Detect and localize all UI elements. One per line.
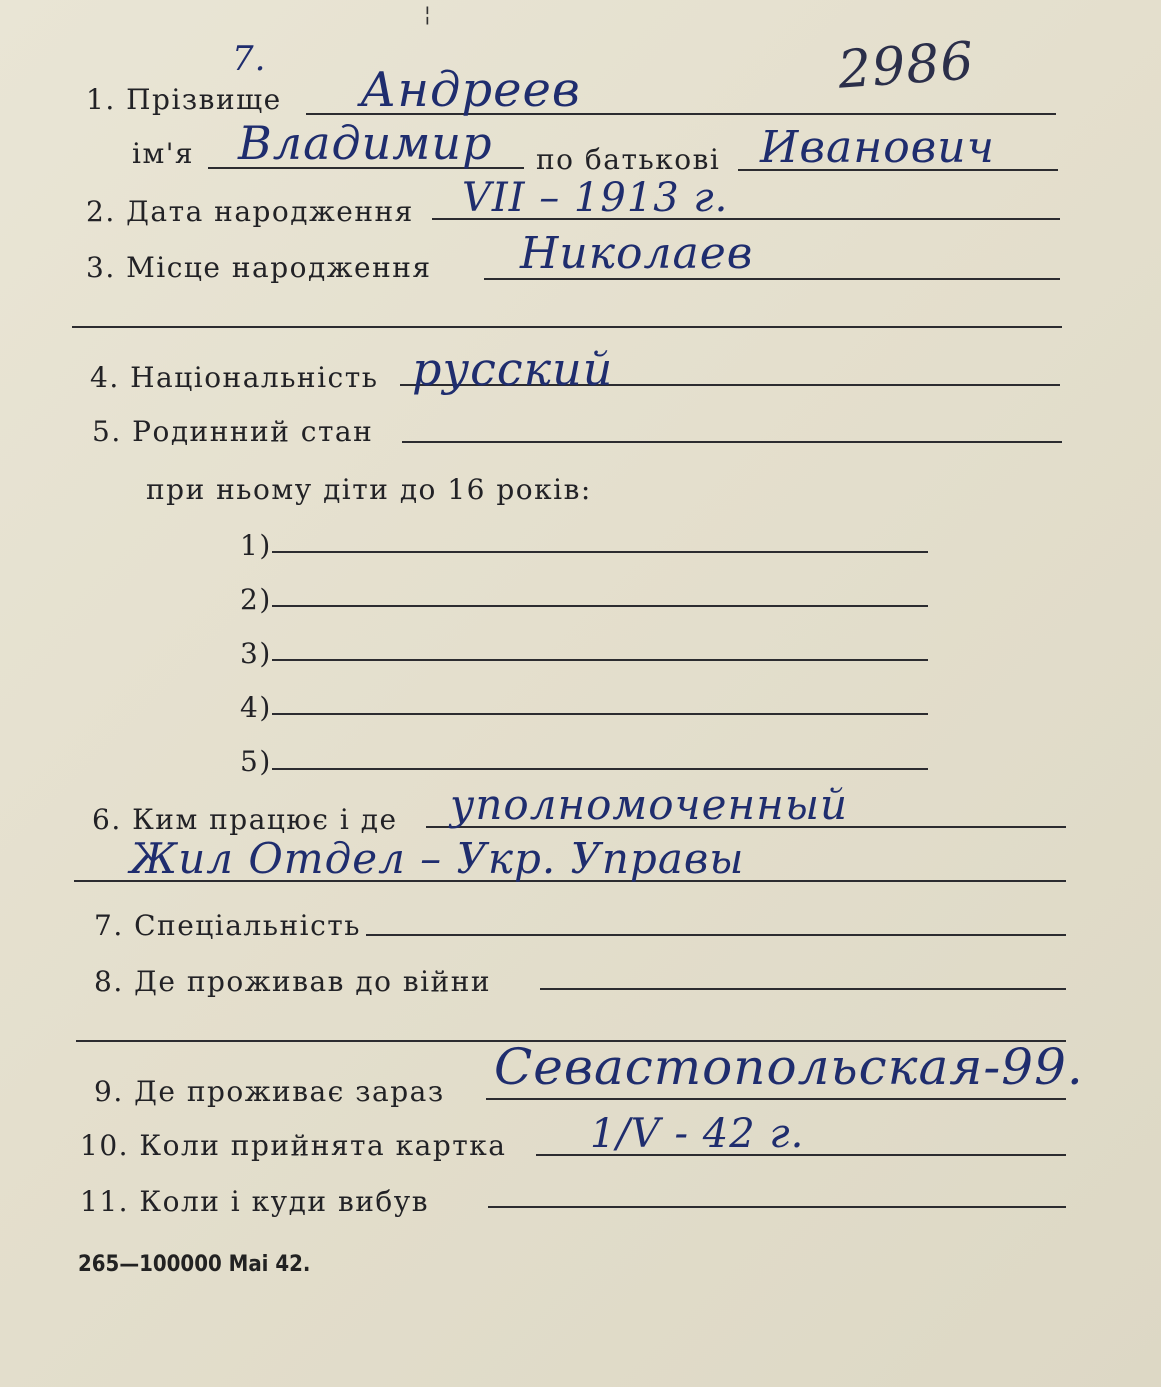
first-name-value: Владимир (238, 116, 493, 170)
specialty-line (366, 934, 1066, 936)
child-2-label: 2) (240, 583, 272, 616)
child-2-line (272, 605, 928, 607)
nationality-label: 4. Національність (90, 361, 379, 394)
birth-date-value: VII – 1913 г. (462, 175, 729, 221)
patronymic-value: Иванович (760, 122, 996, 173)
specialty-label: 7. Спеціальність (94, 909, 361, 942)
children-heading: при ньому діти до 16 років: (146, 473, 592, 506)
patronymic-label: по батькові (536, 143, 721, 176)
child-1-label: 1) (240, 529, 272, 562)
marital-status-label: 5. Родинний стан (92, 415, 374, 448)
current-residence-label: 9. Де проживає зараз (94, 1075, 445, 1108)
surname-label: 1. Прізвище (86, 83, 282, 116)
archive-number: 2986 (836, 31, 977, 101)
departure-line (488, 1206, 1066, 1208)
punch-mark: ¦ (424, 2, 431, 26)
birth-place-label: 3. Місце народження (86, 251, 432, 284)
card-accepted-label: 10. Коли прийнята картка (80, 1129, 507, 1162)
occupation-value-2: Жил Отдел – Укр. Управы (130, 834, 745, 883)
child-5-line (272, 768, 928, 770)
occupation-value: уполномоченный (450, 780, 849, 829)
prewar-residence-label: 8. Де проживав до війни (94, 965, 492, 998)
birth-date-label: 2. Дата народження (86, 195, 414, 228)
birth-place-value: Николаев (520, 228, 754, 279)
prewar-residence-line (540, 988, 1066, 990)
departure-label: 11. Коли і куди вибув (80, 1185, 429, 1218)
marital-status-line (402, 441, 1062, 443)
occupation-label: 6. Ким працює і де (92, 803, 398, 836)
print-run-footer: 265—100000 Маі 42. (78, 1252, 311, 1277)
child-4-label: 4) (240, 691, 272, 724)
first-name-label: ім'я (132, 137, 195, 170)
card-accepted-value: 1/V - 42 г. (590, 1111, 805, 1157)
child-1-line (272, 551, 928, 553)
child-3-line (272, 659, 928, 661)
surname-value: Андреев (360, 62, 581, 118)
child-4-line (272, 713, 928, 715)
current-residence-line (486, 1098, 1066, 1100)
current-residence-value: Севастопольская-99. (494, 1038, 1084, 1096)
child-3-label: 3) (240, 637, 272, 670)
birth-place-line-2 (72, 326, 1062, 328)
sheet-mark: 7. (232, 39, 267, 79)
child-5-label: 5) (240, 745, 272, 778)
nationality-value: русский (412, 342, 614, 396)
